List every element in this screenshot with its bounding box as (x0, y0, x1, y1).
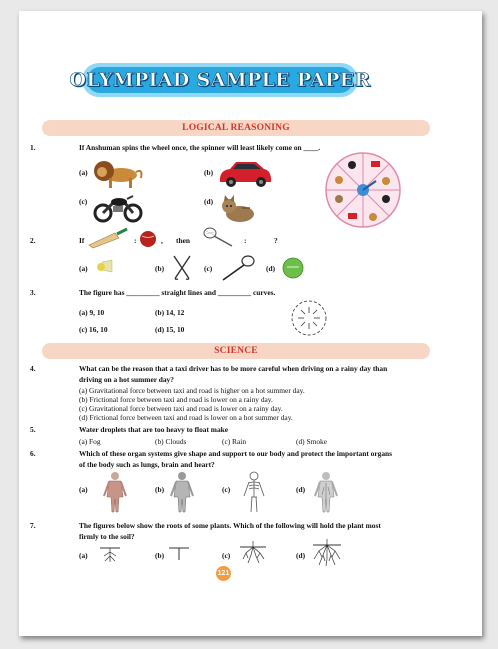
spinner-wheel-image (324, 151, 402, 229)
roots-c-image (238, 539, 268, 565)
section-header-science: SCIENCE (42, 343, 430, 359)
q2-if: If (79, 236, 85, 245)
q6-option-c: (c) (222, 485, 231, 494)
roots-b-image (167, 544, 191, 564)
q2-number: 2. (30, 236, 36, 245)
q6-option-a: (a) (79, 485, 88, 494)
skeletal-system-image (241, 471, 267, 513)
q2-option-b: (b) (155, 264, 165, 273)
q2-colon-2: : (244, 236, 247, 245)
q3-option-a: (a) 9, 10 (79, 308, 105, 317)
q6-option-d: (d) (296, 485, 306, 494)
q3-number: 3. (30, 288, 36, 297)
cat-image (220, 194, 256, 224)
q4-option-c: (c) Gravitational force between taxi and road is lower on a rainy day. (79, 404, 283, 413)
lion-image (91, 158, 143, 190)
q2-then: then (176, 236, 190, 245)
q1-option-a: (a) (79, 168, 88, 177)
q2-question-mark: ? (274, 236, 278, 245)
q7-option-a: (a) (79, 551, 88, 560)
q4-line-2: driving on a hot summer day? (79, 375, 174, 384)
q3-option-b: (b) 14, 12 (155, 308, 185, 317)
q2-colon-1: : (134, 236, 137, 245)
muscular-system-image (101, 471, 129, 513)
q3-option-c: (c) 16, 10 (79, 325, 108, 334)
roots-a-image (98, 544, 122, 564)
q4-option-a: (a) Gravitational force between taxi and road is higher on a hot summer day. (79, 386, 305, 395)
red-car-image (218, 158, 272, 188)
q5-number: 5. (30, 425, 36, 434)
q5-option-a: (a) Fog (79, 437, 101, 446)
q7-option-d: (d) (296, 551, 306, 560)
q1-number: 1. (30, 143, 36, 152)
football-image (282, 257, 304, 279)
organ-system-image (169, 471, 195, 513)
q7-line-1: The figures below show the roots of some plants. Which of the following will hold the plant most (79, 521, 381, 530)
q1-text: If Anshuman spins the wheel once, the spinner will least likely come on ____. (79, 143, 321, 152)
q4-option-d: (d) Frictional force between taxi and road is lower on a hot summer day. (79, 413, 293, 422)
badminton-racket-image (202, 226, 234, 248)
q6-number: 6. (30, 449, 36, 458)
q6-line-1: Which of these organ systems give shape and support to our body and protect the important organs (79, 449, 393, 458)
q6-line-2: of the body such as lungs, brain and heart? (79, 460, 215, 469)
q3-option-d: (d) 15, 10 (155, 325, 185, 334)
motorcycle-image (93, 193, 143, 223)
q1-option-c: (c) (79, 197, 88, 206)
q7-option-c: (c) (222, 551, 231, 560)
title-banner (69, 63, 371, 97)
q7-option-b: (b) (155, 551, 165, 560)
q7-number: 7. (30, 521, 36, 530)
q4-number: 4. (30, 364, 36, 373)
q5-option-d: (d) Smoke (296, 437, 327, 446)
q2-comma: , (161, 236, 163, 245)
page-number-badge: 121 (216, 566, 231, 581)
q7-line-2: firmly to the soil? (79, 532, 135, 541)
q6-option-b: (b) (155, 485, 165, 494)
q4-option-b: (b) Frictional force between taxi and road is lower on a rainy day. (79, 395, 273, 404)
cricket-ball-image (139, 230, 157, 248)
hockey-sticks-image (172, 255, 192, 281)
q5-option-b: (b) Clouds (155, 437, 187, 446)
circulatory-system-image (313, 471, 339, 513)
q1-option-b: (b) (204, 168, 214, 177)
roots-d-image (311, 539, 343, 567)
q1-option-d: (d) (204, 197, 214, 206)
tennis-racket-image (220, 254, 256, 282)
q5-text: Water droplets that are too heavy to float make (79, 425, 229, 434)
q2-option-a: (a) (79, 264, 88, 273)
q4-line-1: What can be the reason that a taxi driver has to be more careful when driving on a rainy day than (79, 364, 388, 373)
q2-option-c: (c) (204, 264, 213, 273)
q2-option-d: (d) (266, 264, 276, 273)
cricket-bat-image (85, 227, 129, 249)
shuttlecock-image (96, 259, 116, 277)
figure-lines-curves (289, 298, 329, 338)
q3-text: The figure has _________ straight lines and _________ curves. (79, 288, 276, 297)
q5-option-c: (c) Rain (222, 437, 247, 446)
page-title: OLYMPIAD SAMPLE PAPER (69, 69, 371, 91)
section-header-logical-reasoning: LOGICAL REASONING (42, 120, 430, 136)
